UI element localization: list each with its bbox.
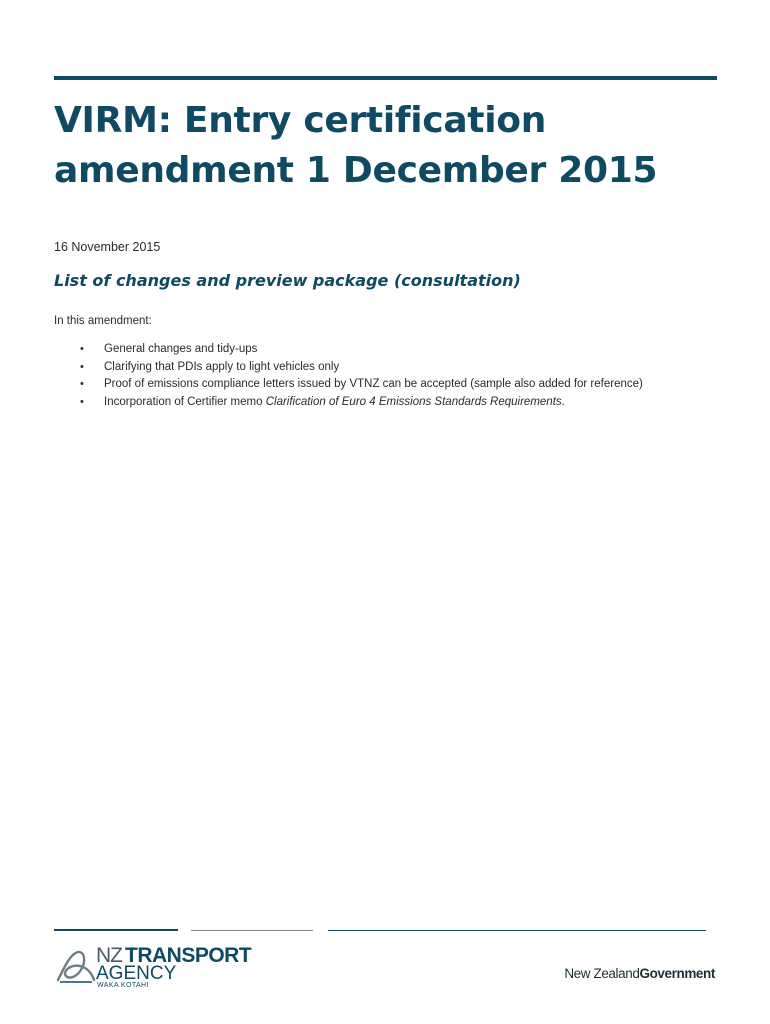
list-item-text xyxy=(104,396,565,408)
nz-government-logo xyxy=(564,966,715,981)
bullet-icon: • xyxy=(80,378,84,390)
title-line-2: amendment 1 December 2015 xyxy=(54,150,658,191)
intro-text: In this amendment: xyxy=(54,315,152,327)
nzta-emblem-icon xyxy=(56,946,96,986)
document-subtitle: List of changes and preview package (consultation) xyxy=(54,271,521,290)
list-item-prefix: Incorporation of Certifier memo xyxy=(104,395,266,408)
list-item xyxy=(54,341,643,359)
header-rule xyxy=(54,76,717,80)
footer-divider xyxy=(191,930,313,931)
logo-agency: AGENCY xyxy=(96,963,177,984)
logo-nz: NZ xyxy=(96,944,122,967)
list-item xyxy=(54,376,643,394)
bullet-icon: • xyxy=(80,360,84,373)
document-title xyxy=(54,96,714,196)
document-date: 16 November 2015 xyxy=(54,240,161,254)
footer-divider xyxy=(54,929,178,931)
logo-transport: TRANSPORT xyxy=(125,944,252,967)
list-item-suffix: . xyxy=(561,395,565,408)
list-item xyxy=(54,394,643,412)
gov-part-2: Government xyxy=(639,966,715,981)
list-item-text: General changes and tidy-ups xyxy=(104,343,258,355)
nzta-logo xyxy=(56,944,256,994)
memo-title: Clarification of Euro 4 Emissions Standards Requirements xyxy=(265,395,562,408)
footer-divider xyxy=(328,930,706,931)
bullet-icon: • xyxy=(80,343,84,355)
amendment-list xyxy=(54,341,643,411)
list-item xyxy=(54,359,643,377)
title-line-1: VIRM: Entry certification xyxy=(54,100,547,141)
gov-part-1: New Zealand xyxy=(564,966,640,981)
bullet-icon: • xyxy=(80,395,84,408)
list-item-text: Proof of emissions compliance letters issued by VTNZ can be accepted (sample also added for reference) xyxy=(104,378,643,390)
list-item-text: Clarifying that PDIs apply to light vehicles only xyxy=(104,360,340,373)
logo-waka-kotahi: WAKA KOTAHI xyxy=(97,982,149,989)
